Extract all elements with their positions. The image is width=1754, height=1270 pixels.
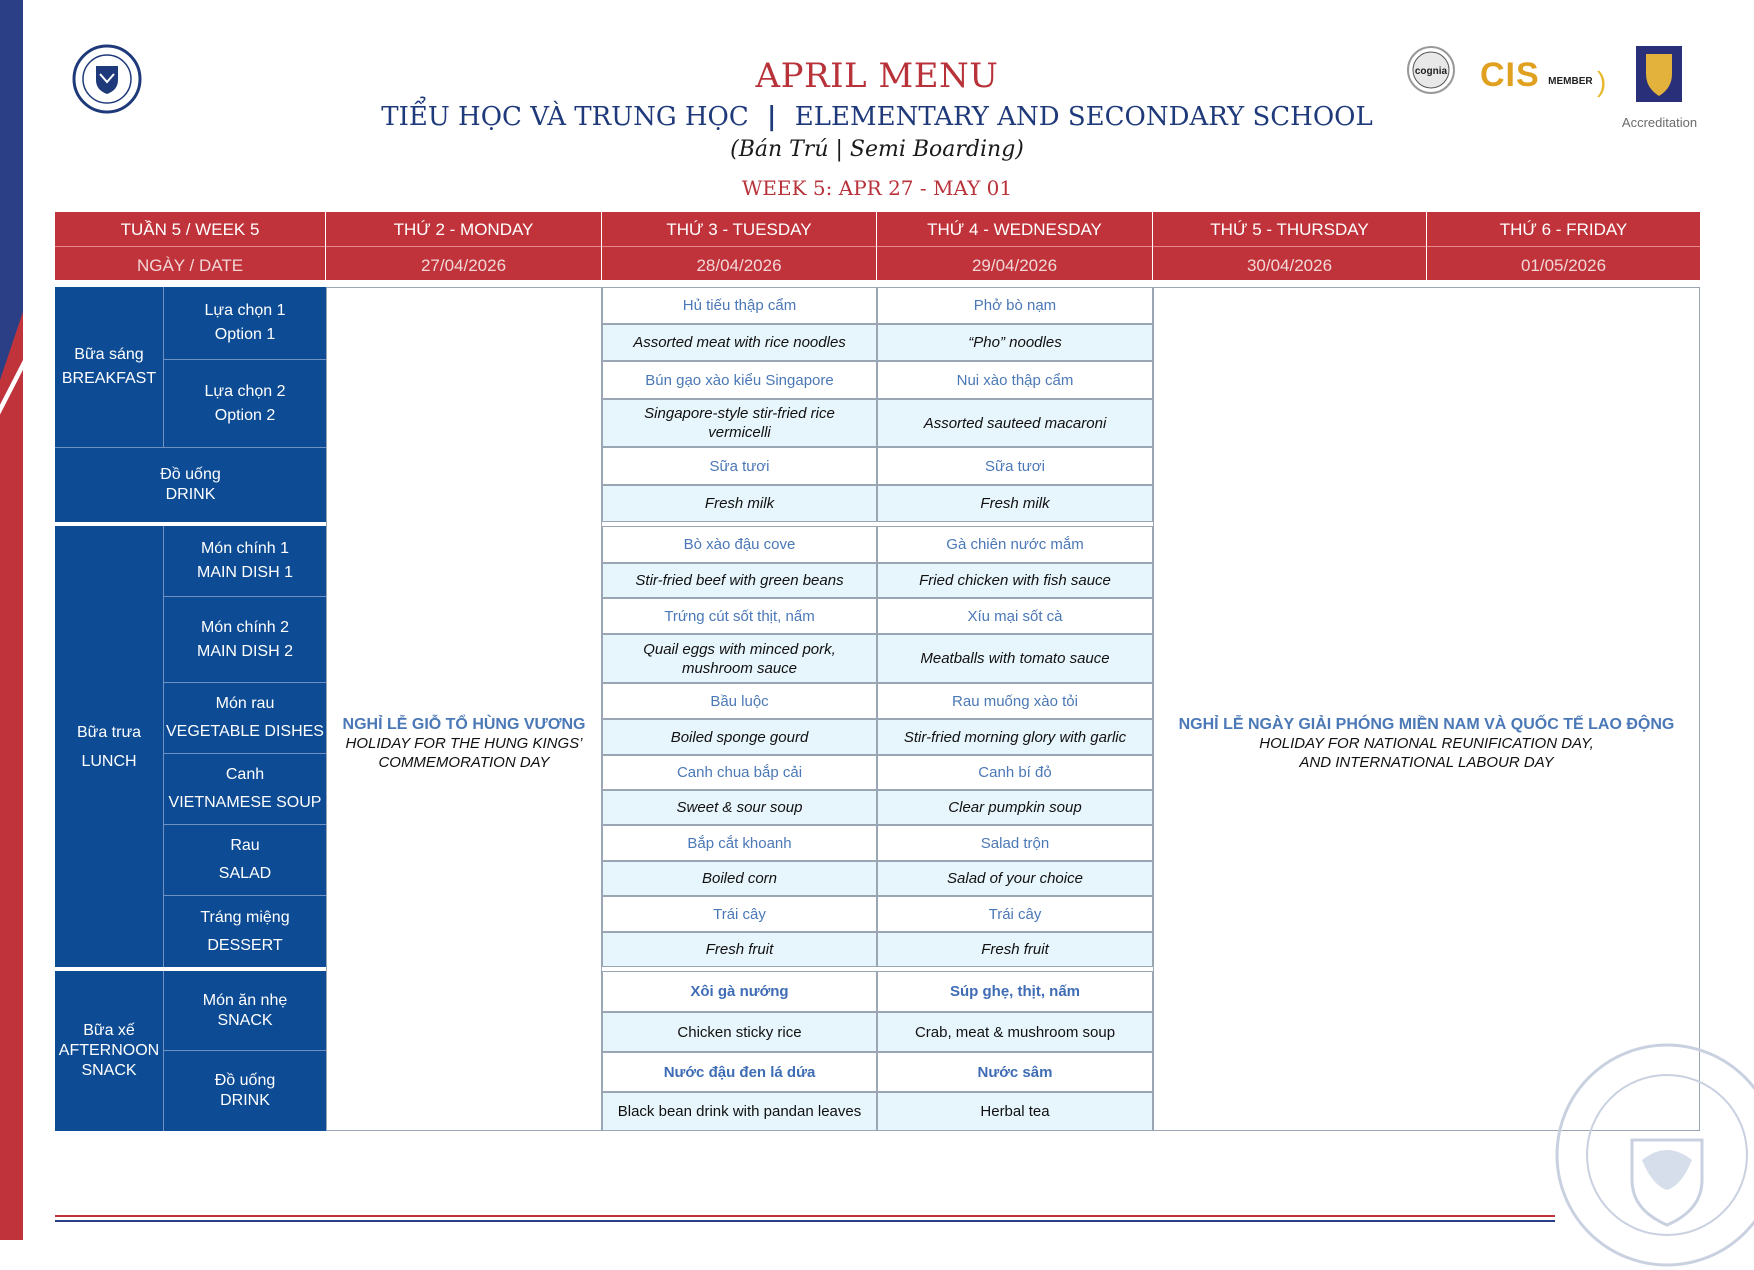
item-label-en: MAIN DISH 1 xyxy=(196,564,293,581)
item-label-en: VEGETABLE DISHES xyxy=(166,723,324,740)
day-header-friday xyxy=(1427,212,1700,280)
school-seal-watermark xyxy=(1552,1040,1754,1270)
tue-soup-vn: Canh chua bắp cải xyxy=(602,755,877,790)
cis-member-text: MEMBER xyxy=(1548,76,1593,88)
tue-vegetable-en: Boiled sponge gourd xyxy=(602,719,877,755)
thursday-friday-holiday-column xyxy=(1153,287,1700,1131)
wed-snack-en: Crab, meat & mushroom soup xyxy=(877,1012,1153,1052)
item-label-en: Option 2 xyxy=(214,406,276,424)
wed-main2-en: Meatballs with tomato sauce xyxy=(877,634,1153,683)
item-label-vn: Rau xyxy=(230,837,260,854)
subtitle-divider: | xyxy=(767,102,777,132)
item-label-vn: Lựa chọn 1 xyxy=(204,302,286,319)
cis-bracket-icon: ) xyxy=(1597,65,1607,97)
day-header-thursday xyxy=(1153,212,1427,280)
tue-salad-vn: Bắp cắt khoanh xyxy=(602,825,877,861)
tue-main1-vn: Bò xào đậu cove xyxy=(602,526,877,563)
wed-vegetable-en: Stir-fried morning glory with garlic xyxy=(877,719,1153,755)
holiday-text-en-line2: AND INTERNATIONAL LABOUR DAY xyxy=(1299,754,1554,771)
wed-salad-en: Salad of your choice xyxy=(877,861,1153,896)
item-label-en: DRINK xyxy=(165,486,216,503)
snack-drink-label xyxy=(163,1051,326,1131)
meal-label-vn: Bữa trưa xyxy=(76,723,142,741)
tue-breakfast2-en: Singapore-style stir-fried rice vermicelli xyxy=(602,399,877,447)
date-label: NGÀY / DATE xyxy=(136,256,244,275)
meal-lunch-label xyxy=(55,526,163,967)
wed-breakfast2-en: Assorted sauteed macaroni xyxy=(877,399,1153,447)
main-dish1-label xyxy=(163,526,326,597)
day-date: 27/04/2026 xyxy=(420,256,507,275)
day-name: THỨ 6 - FRIDAY xyxy=(1499,220,1628,239)
item-label-vn: Đồ uống xyxy=(160,466,221,483)
holiday-text-vn: NGHỈ LỄ GIỖ TỔ HÙNG VƯƠNG xyxy=(342,716,586,733)
day-name: THỨ 2 - MONDAY xyxy=(393,220,534,239)
tue-salad-en: Boiled corn xyxy=(602,861,877,896)
wed-breakfast1-en: “Pho” noodles xyxy=(877,324,1153,361)
boarding-type: (Bán Trú | Semi Boarding) xyxy=(730,137,1024,162)
monday-holiday-column xyxy=(326,287,602,1131)
subtitle-vn: TIỂU HỌC VÀ TRUNG HỌC xyxy=(381,102,749,132)
wed-vegetable-vn: Rau muống xào tỏi xyxy=(877,683,1153,719)
day-name: THỨ 4 - WEDNESDAY xyxy=(927,220,1102,239)
item-label-vn: Món rau xyxy=(215,695,275,712)
tue-snack-en: Chicken sticky rice xyxy=(602,1012,877,1052)
wed-breakfast2-vn: Nui xào thập cẩm xyxy=(877,361,1153,399)
cis-member-logo xyxy=(1480,56,1612,97)
wed-drink-en: Fresh milk xyxy=(877,485,1153,522)
monday-holiday-note xyxy=(326,716,602,772)
item-label-vn: Món chính 2 xyxy=(200,618,290,636)
day-name: THỨ 3 - TUESDAY xyxy=(666,220,812,239)
day-header-tuesday xyxy=(602,212,877,280)
wed-soup-en: Clear pumpkin soup xyxy=(877,790,1153,825)
meal-snack-label xyxy=(55,971,163,1131)
meal-label-vn: Bữa sáng xyxy=(74,346,144,363)
item-label-en: SNACK xyxy=(217,1011,273,1029)
day-date: 28/04/2026 xyxy=(696,256,782,275)
school-level-subtitle xyxy=(0,102,1754,132)
wed-snack-drink-en: Herbal tea xyxy=(877,1092,1153,1131)
holiday-text-en-line1: HOLIDAY FOR NATIONAL REUNIFICATION DAY, xyxy=(1259,735,1594,752)
accreditation-label: Accreditation xyxy=(1621,115,1698,130)
option2-label xyxy=(163,360,326,447)
day-header-wednesday xyxy=(877,212,1153,280)
tue-soup-en: Sweet & sour soup xyxy=(602,790,877,825)
item-label-vn: Lựa chọn 2 xyxy=(204,382,286,400)
breakfast-drink-label xyxy=(55,447,326,522)
wed-main2-vn: Xíu mại sốt cà xyxy=(877,598,1153,634)
holiday-text-en-line1: HOLIDAY FOR THE HUNG KINGS’ xyxy=(345,735,583,752)
meal-label-vn: Bữa xế xyxy=(83,1022,135,1039)
main-dish2-label xyxy=(163,597,326,683)
soup-label xyxy=(163,754,326,825)
item-label-en: DRINK xyxy=(220,1092,270,1109)
thursday-friday-holiday-note xyxy=(1153,716,1700,772)
holiday-text-vn: NGHỈ LỄ NGÀY GIẢI PHÓNG MIỀN NAM VÀ QUỐC TẾ LAO ĐỘNG xyxy=(1178,716,1675,733)
wed-dessert-vn: Trái cây xyxy=(877,896,1153,932)
item-label-en: Option 1 xyxy=(214,326,276,343)
holiday-text-en-line2: COMMEMORATION DAY xyxy=(378,754,550,771)
cognia-logo xyxy=(1406,45,1456,95)
meal-label-en: AFTERNOON xyxy=(58,1042,160,1059)
salad-label xyxy=(163,825,326,896)
tue-vegetable-vn: Bầu luộc xyxy=(602,683,877,719)
wed-snack-drink-vn: Nước sâm xyxy=(877,1052,1153,1092)
tue-drink-vn: Sữa tươi xyxy=(602,447,877,485)
dessert-label xyxy=(163,896,326,967)
page-title: APRIL MENU xyxy=(755,56,999,96)
wed-soup-vn: Canh bí đỏ xyxy=(877,755,1153,790)
meal-label-en2: SNACK xyxy=(81,1062,137,1079)
item-label-en: MAIN DISH 2 xyxy=(196,642,293,660)
cognia-text: cognia xyxy=(1414,66,1448,77)
wed-drink-vn: Sữa tươi xyxy=(877,447,1153,485)
tue-breakfast1-vn: Hủ tiếu thập cẩm xyxy=(602,287,877,324)
tue-dessert-vn: Trái cây xyxy=(602,896,877,932)
week-label: TUẦN 5 / WEEK 5 xyxy=(120,220,260,239)
tue-main2-vn: Trứng cút sốt thịt, nấm xyxy=(602,598,877,634)
wed-dessert-en: Fresh fruit xyxy=(877,932,1153,967)
tue-breakfast2-vn: Bún gạo xào kiểu Singapore xyxy=(602,361,877,399)
item-label-vn: Tráng miệng xyxy=(200,908,290,926)
week-range: WEEK 5: APR 27 - MAY 01 xyxy=(741,176,1013,200)
item-label-en: SALAD xyxy=(218,865,272,882)
wed-main1-vn: Gà chiên nước mắm xyxy=(877,526,1153,563)
snack-label xyxy=(163,971,326,1051)
wed-breakfast1-vn: Phở bò nạm xyxy=(877,287,1153,324)
item-label-vn: Đồ uống xyxy=(214,1072,276,1089)
accreditation-shield-logo xyxy=(1634,44,1684,104)
week-header-cell xyxy=(55,212,326,280)
tue-snack-vn: Xôi gà nướng xyxy=(602,971,877,1012)
day-header-monday xyxy=(326,212,602,280)
meal-breakfast-label xyxy=(55,287,163,447)
option1-label xyxy=(163,287,326,360)
meal-label-en: BREAKFAST xyxy=(61,370,157,387)
day-name: THỨ 5 - THURSDAY xyxy=(1210,220,1369,239)
tue-snack-drink-vn: Nước đậu đen lá dứa xyxy=(602,1052,877,1092)
item-label-vn: Món chính 1 xyxy=(200,540,290,557)
tue-main1-en: Stir-fried beef with green beans xyxy=(602,563,877,598)
meal-label-en: LUNCH xyxy=(81,752,137,770)
item-label-en: DESSERT xyxy=(207,936,283,954)
item-label-vn: Canh xyxy=(225,766,265,783)
item-label-vn: Món ăn nhẹ xyxy=(202,991,288,1009)
subtitle-en: ELEMENTARY AND SECONDARY SCHOOL xyxy=(794,102,1373,132)
wed-salad-vn: Salad trộn xyxy=(877,825,1153,861)
tue-drink-en: Fresh milk xyxy=(602,485,877,522)
footer-blue-line xyxy=(55,1220,1555,1222)
day-date: 01/05/2026 xyxy=(1520,256,1607,275)
footer-red-line xyxy=(55,1215,1555,1217)
cis-text: CIS xyxy=(1480,56,1540,94)
day-date: 29/04/2026 xyxy=(971,256,1058,275)
vegetable-dishes-label xyxy=(163,683,326,754)
tue-snack-drink-en: Black bean drink with pandan leaves xyxy=(602,1092,877,1131)
tue-dessert-en: Fresh fruit xyxy=(602,932,877,967)
item-label-en: VIETNAMESE SOUP xyxy=(168,794,322,811)
day-date: 30/04/2026 xyxy=(1246,256,1333,275)
tue-breakfast1-en: Assorted meat with rice noodles xyxy=(602,324,877,361)
wed-main1-en: Fried chicken with fish sauce xyxy=(877,563,1153,598)
wed-snack-vn: Súp ghẹ, thịt, nấm xyxy=(877,971,1153,1012)
tue-main2-en: Quail eggs with minced pork, mushroom sauce xyxy=(602,634,877,683)
